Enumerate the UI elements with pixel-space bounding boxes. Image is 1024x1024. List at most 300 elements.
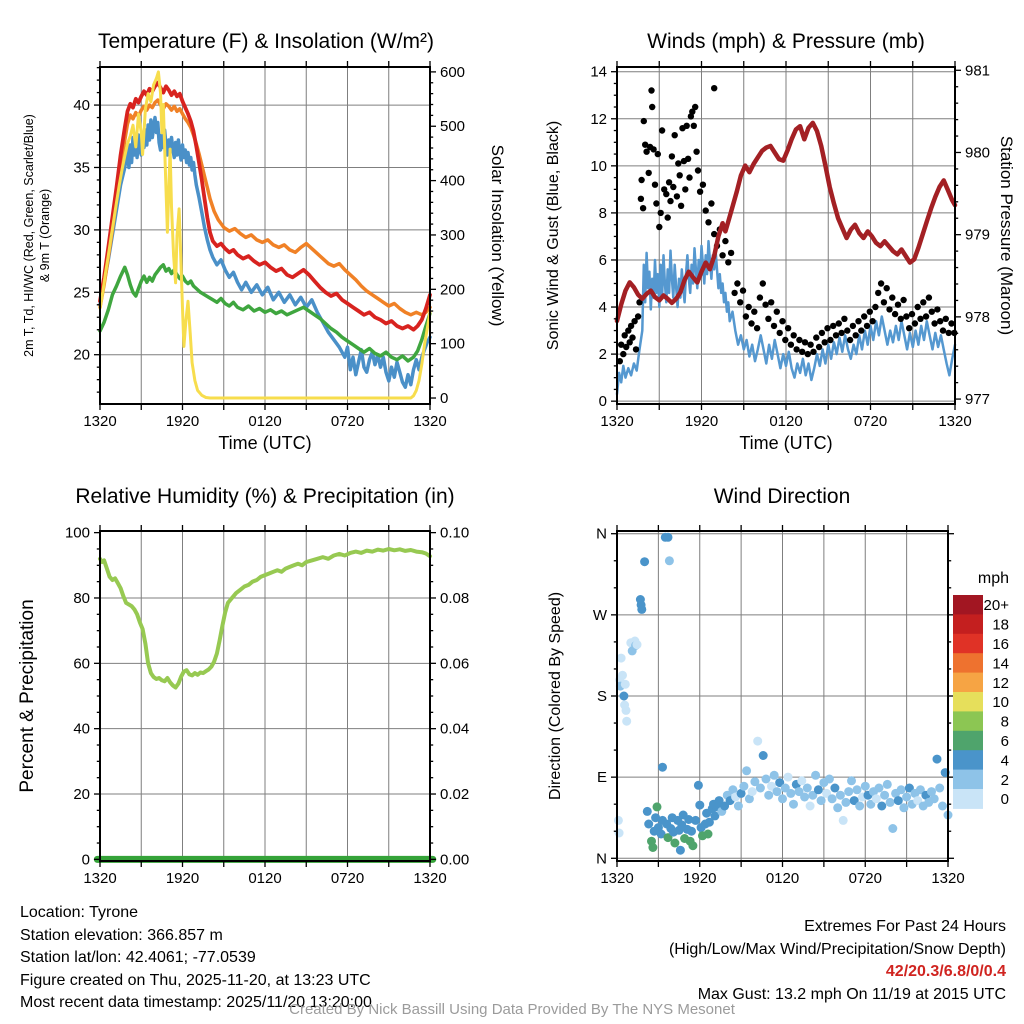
data-point: [875, 290, 881, 296]
y-tick-label: 200: [440, 281, 466, 299]
legend-label: 2: [1000, 771, 1009, 789]
data-point: [656, 224, 662, 230]
data-point: [734, 280, 740, 286]
y-tick-label: 500: [440, 118, 466, 136]
x-axis-label: Time (UTC): [739, 433, 833, 453]
data-point: [748, 787, 757, 796]
data-point: [830, 323, 836, 329]
data-point: [655, 151, 661, 157]
data-point: [640, 205, 646, 211]
data-point: [731, 290, 737, 296]
legend-label: 16: [992, 636, 1009, 653]
y-axis-label-left: & 9m T (Orange): [38, 188, 52, 283]
data-point: [670, 839, 679, 848]
data-point: [653, 200, 659, 206]
data-point: [785, 325, 791, 331]
data-point: [833, 332, 839, 338]
x-tick-label: 0720: [848, 870, 882, 887]
data-point: [646, 170, 652, 176]
y-tick-label: 40: [73, 720, 90, 738]
y-axis-label-right: Solar Insolation (Yellow): [488, 144, 507, 327]
x-tick-label: 1920: [165, 870, 200, 887]
data-point: [777, 330, 783, 336]
data-point: [807, 342, 813, 348]
data-point: [754, 325, 760, 331]
data-point: [734, 802, 743, 811]
data-point: [768, 299, 774, 305]
data-point: [930, 794, 939, 803]
credit-line: Created By Nick Bassill Using Data Provided By The NYS Mesonet: [289, 1001, 735, 1018]
data-point: [946, 330, 952, 336]
data-point: [888, 824, 897, 833]
max-gust: Max Gust: 13.2 mph On 11/19 at 2015 UTC: [697, 986, 1006, 1004]
data-point: [622, 706, 631, 715]
data-point: [765, 316, 771, 322]
legend-label: 10: [992, 694, 1009, 712]
data-point: [803, 784, 812, 793]
data-point: [909, 311, 915, 317]
data-point: [695, 801, 704, 810]
data-point: [880, 791, 889, 800]
data-point: [667, 198, 673, 204]
data-point: [869, 318, 875, 324]
data-point: [692, 104, 698, 110]
y-tick-label: 0.10: [440, 524, 470, 542]
data-point: [897, 785, 906, 794]
data-point: [615, 829, 624, 838]
data-point: [675, 160, 681, 166]
data-point: [635, 313, 641, 319]
y-tick-label: 981: [965, 62, 991, 80]
x-tick-label: 0120: [765, 870, 800, 887]
y-tick-label: 600: [440, 63, 466, 81]
y-tick-label: 980: [965, 144, 991, 162]
data-point: [855, 802, 864, 811]
x-tick-label: 1320: [931, 870, 965, 887]
data-point: [934, 306, 940, 312]
y-tick-label: E: [596, 769, 607, 787]
x-tick-label: 1320: [413, 870, 447, 887]
x-tick-label: 1920: [684, 413, 719, 430]
data-point: [704, 830, 713, 839]
data-point: [778, 794, 787, 803]
data-point: [900, 297, 906, 303]
chart-humidity-precipitation: [0, 470, 512, 904]
data-point: [839, 816, 848, 825]
station-info: [20, 902, 372, 1015]
data-point: [737, 299, 743, 305]
grid: [617, 531, 948, 861]
y-tick-label: 300: [440, 226, 466, 244]
data-point: [643, 807, 652, 816]
data-point: [740, 287, 746, 293]
data-point: [638, 196, 644, 202]
y-tick-label: 0: [440, 390, 449, 408]
data-point: [686, 174, 692, 180]
data-point: [687, 827, 696, 836]
data-point: [938, 802, 947, 811]
data-point: [943, 316, 949, 322]
x-tick-label: 1320: [83, 413, 117, 430]
legend-swatch: [953, 634, 983, 654]
legend-swatch: [953, 789, 983, 809]
data-point: [756, 784, 765, 793]
data-point: [822, 339, 828, 345]
data-point: [764, 791, 773, 800]
data-timestamp: Most recent data timestamp: 2025/11/20 13:20:00: [20, 994, 372, 1011]
data-point: [637, 605, 646, 614]
data-point: [855, 318, 861, 324]
data-point: [676, 846, 685, 855]
extremes-values: 42/20.3/6.8/0/0.4: [885, 963, 1006, 981]
x-tick-label: 1320: [413, 413, 447, 430]
y-tick-label: 8: [598, 204, 607, 222]
x-tick-label: 1320: [600, 413, 634, 430]
extremes-info: [669, 916, 1006, 1007]
data-point: [940, 327, 946, 333]
y-tick-label: 60: [73, 655, 90, 673]
data-point: [700, 182, 706, 188]
data-point: [753, 737, 762, 746]
data-point: [824, 325, 830, 331]
y-tick-label: 0.00: [440, 851, 470, 869]
data-point: [619, 692, 628, 701]
data-point: [802, 339, 808, 345]
y-tick-label: S: [596, 688, 607, 705]
data-point: [895, 302, 901, 308]
y-tick-label: 2: [598, 346, 607, 364]
y-tick-label: 10: [590, 157, 607, 175]
data-point: [682, 186, 688, 192]
data-point: [898, 316, 904, 322]
y-tick-label: 0.02: [440, 786, 470, 804]
data-point: [806, 802, 815, 811]
legend-label: 12: [992, 674, 1009, 692]
data-point: [853, 332, 859, 338]
y-axis-label-right: Station Pressure (Maroon): [997, 135, 1016, 336]
data-point: [920, 299, 926, 305]
data-point: [813, 334, 819, 340]
y-tick-label: 0.08: [440, 589, 470, 607]
data-point: [751, 309, 757, 315]
data-point: [836, 791, 845, 800]
data-point: [827, 337, 833, 343]
data-point: [791, 332, 797, 338]
series-wind-direction-colored-by-speed-: [614, 533, 953, 855]
x-tick-label: 1320: [600, 870, 634, 887]
y-tick-label: 979: [965, 226, 991, 244]
data-point: [789, 800, 798, 809]
data-point: [875, 784, 884, 793]
y-tick-label: 0.06: [440, 655, 470, 673]
data-point: [810, 349, 816, 355]
x-tick-label: 0120: [248, 870, 282, 887]
data-point: [903, 313, 909, 319]
y-tick-label: 80: [73, 589, 90, 607]
legend-swatch: [953, 731, 983, 751]
data-point: [648, 87, 654, 93]
chart-winds-pressure: [512, 0, 1024, 470]
data-point: [771, 323, 777, 329]
y-tick-label: 30: [73, 221, 90, 239]
data-point: [817, 796, 826, 805]
y-tick-label: 400: [440, 172, 466, 190]
data-point: [708, 200, 714, 206]
data-point: [782, 337, 788, 343]
data-point: [784, 773, 793, 782]
legend-label: 4: [1000, 752, 1009, 770]
extremes-subtitle: (High/Low/Max Wind/Precipitation/Snow Depth): [668, 940, 1006, 958]
data-point: [678, 203, 684, 209]
data-point: [672, 132, 678, 138]
legend-label: 18: [992, 616, 1009, 634]
data-point: [685, 156, 691, 162]
legend-swatch: [953, 770, 983, 790]
data-point: [670, 184, 676, 190]
y-tick-label: W: [592, 606, 607, 624]
data-point: [805, 351, 811, 357]
data-point: [722, 238, 728, 244]
data-point: [796, 337, 802, 343]
data-point: [800, 793, 809, 802]
data-point: [937, 318, 943, 324]
legend-swatch: [953, 750, 983, 770]
y-axis-label-left: 2m T, Td, HI/WC (Red, Green, Scarlet/Blue): [22, 114, 36, 357]
y-tick-label: 4: [598, 299, 607, 317]
legend-label: 20+: [983, 597, 1009, 615]
legend-swatch: [953, 614, 983, 634]
chart-title: Temperature (F) & Insolation (W/m²): [97, 30, 435, 53]
data-point: [872, 304, 878, 310]
data-point: [748, 320, 754, 326]
data-point: [739, 782, 748, 791]
y-tick-label: N: [596, 850, 607, 868]
data-point: [833, 803, 842, 812]
figure-created: Figure created on Thu, 2025-11-20, at 13:23 UTC: [20, 971, 371, 989]
data-point: [693, 149, 699, 155]
legend-swatch: [953, 711, 983, 731]
grid: [100, 531, 430, 861]
data-point: [892, 311, 898, 317]
y-tick-label: 20: [73, 346, 90, 364]
data-point: [621, 680, 630, 689]
data-point: [948, 320, 954, 326]
data-point: [867, 309, 873, 315]
data-point: [638, 177, 644, 183]
data-point: [691, 123, 697, 129]
data-point: [694, 781, 703, 790]
data-point: [697, 189, 703, 195]
data-point: [850, 323, 856, 329]
data-point: [663, 191, 669, 197]
data-point: [653, 802, 662, 811]
y-tick-label: 978: [965, 308, 991, 326]
data-point: [844, 787, 853, 796]
y-tick-label: 0.04: [440, 720, 470, 738]
x-tick-label: 0720: [853, 413, 888, 430]
data-point: [719, 252, 725, 258]
grid: [617, 67, 955, 404]
data-point: [633, 346, 639, 352]
data-point: [774, 309, 780, 315]
legend-title: mph: [977, 570, 1009, 587]
data-point: [760, 280, 766, 286]
data-point: [836, 320, 842, 326]
data-point: [828, 794, 837, 803]
data-point: [695, 167, 701, 173]
data-point: [762, 775, 771, 784]
data-point: [788, 342, 794, 348]
data-point: [877, 802, 886, 811]
data-point: [841, 316, 847, 322]
data-point: [779, 318, 785, 324]
y-tick-label: 12: [590, 110, 607, 128]
data-point: [884, 285, 890, 291]
data-point: [858, 327, 864, 333]
data-point: [886, 306, 892, 312]
station-latlon: Station lat/lon: 42.4061; -77.0539: [20, 949, 256, 966]
x-tick-label: 0120: [769, 413, 803, 430]
y-tick-label: 14: [590, 63, 607, 81]
data-point: [762, 302, 768, 308]
data-point: [912, 320, 918, 326]
data-point: [878, 280, 884, 286]
data-point: [917, 316, 923, 322]
data-point: [691, 816, 700, 825]
data-point: [728, 250, 734, 256]
data-point: [861, 782, 870, 791]
legend-swatch: [953, 595, 983, 615]
data-point: [746, 304, 752, 310]
data-point: [669, 153, 675, 159]
y-tick-label: 100: [64, 524, 90, 542]
data-point: [688, 841, 697, 850]
data-point: [629, 334, 635, 340]
data-point: [743, 313, 749, 319]
data-point: [814, 785, 823, 794]
data-point: [684, 123, 690, 129]
data-point: [825, 775, 834, 784]
data-point: [711, 85, 717, 91]
y-tick-label: 100: [440, 335, 466, 353]
data-point: [641, 118, 647, 124]
station-location: Location: Tyrone: [20, 904, 139, 921]
data-point: [844, 327, 850, 333]
chart-wind-direction: [512, 470, 1024, 904]
data-point: [640, 557, 649, 566]
y-tick-label: 977: [965, 391, 991, 409]
data-point: [705, 219, 711, 225]
data-point: [658, 210, 664, 216]
legend-label: 6: [1000, 733, 1009, 750]
y-tick-label: 40: [73, 97, 90, 115]
data-point: [633, 640, 642, 649]
data-point: [665, 556, 674, 565]
data-point: [819, 330, 825, 336]
data-point: [757, 294, 763, 300]
data-point: [861, 313, 867, 319]
x-tick-label: 1320: [938, 413, 972, 430]
data-point: [906, 325, 912, 331]
data-point: [841, 798, 850, 807]
data-point: [649, 104, 655, 110]
x-tick-label: 1920: [683, 870, 717, 887]
data-point: [838, 330, 844, 336]
x-tick-label: 0720: [330, 413, 365, 430]
data-point: [883, 780, 892, 789]
series-wind-gust-black-: [617, 85, 958, 364]
data-point: [770, 771, 779, 780]
data-point: [899, 803, 908, 812]
data-point: [677, 172, 683, 178]
data-point: [931, 320, 937, 326]
y-tick-label: 0: [598, 393, 607, 411]
data-point: [648, 843, 657, 852]
data-point: [614, 816, 623, 825]
y-tick-label: 25: [73, 284, 90, 302]
y-tick-label: 20: [73, 786, 90, 804]
data-point: [886, 798, 895, 807]
data-point: [759, 751, 768, 760]
data-point: [894, 796, 903, 805]
chart-title: Relative Humidity (%) & Precipitation (in): [75, 485, 455, 508]
legend-label: 8: [1000, 713, 1009, 731]
data-point: [622, 717, 631, 726]
data-point: [853, 785, 862, 794]
data-point: [773, 787, 782, 796]
legend-swatch: [953, 692, 983, 712]
data-point: [929, 309, 935, 315]
data-point: [847, 776, 856, 785]
data-point: [793, 346, 799, 352]
data-point: [618, 671, 627, 680]
legend-swatch: [953, 653, 983, 673]
data-point: [674, 193, 680, 199]
y-axis-label-left: Sonic Wind & Gust (Blue, Black): [545, 120, 562, 351]
x-tick-label: 1920: [165, 413, 200, 430]
data-point: [799, 349, 805, 355]
data-point: [797, 776, 806, 785]
data-point: [786, 789, 795, 798]
x-tick-label: 0120: [248, 413, 282, 430]
y-tick-label: 6: [598, 251, 607, 269]
y-tick-label: 0: [81, 851, 90, 869]
extremes-title: Extremes For Past 24 Hours: [804, 918, 1006, 935]
data-point: [703, 207, 709, 213]
legend-swatch: [953, 673, 983, 693]
y-axis-label-left: Direction (Colored By Speed): [547, 591, 564, 801]
x-tick-label: 1320: [83, 870, 117, 887]
data-point: [923, 313, 929, 319]
data-point: [872, 794, 881, 803]
data-point: [816, 344, 822, 350]
chart-temperature-insolation: [0, 0, 512, 470]
data-point: [864, 323, 870, 329]
data-point: [659, 127, 665, 133]
grid: [100, 67, 430, 404]
data-point: [847, 337, 853, 343]
data-point: [652, 182, 658, 188]
data-point: [881, 299, 887, 305]
data-point: [830, 784, 839, 793]
chart-title: Wind Direction: [713, 485, 851, 508]
data-point: [926, 294, 932, 300]
y-axis-label-left: Percent & Precipitation: [17, 599, 38, 793]
x-tick-label: 0720: [330, 870, 365, 887]
data-point: [620, 351, 626, 357]
data-point: [935, 784, 944, 793]
data-point: [889, 294, 895, 300]
